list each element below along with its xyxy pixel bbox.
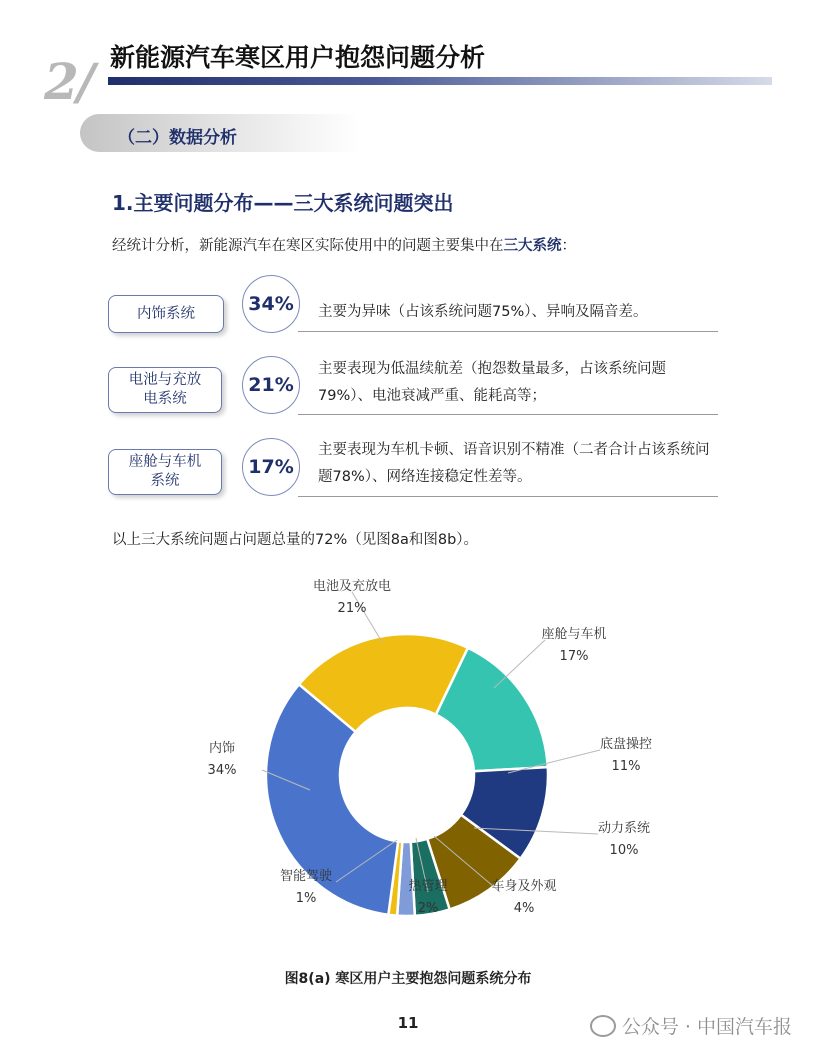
system-desc-interior: 主要为异味（占该系统问题75%）、异响及隔音差。 [318, 304, 648, 320]
row-divider [298, 414, 718, 415]
section-number: 2/ [44, 52, 94, 111]
system-desc-cockpit: 主要表现为车机卡顿、语音识别不精准（二者合计占该系统问题78%）、网络连接稳定性差等。 [318, 442, 710, 485]
intro-paragraph [112, 234, 576, 255]
slice-name-label-1: 座舱与车机 [541, 627, 607, 642]
watermark-text: 公众号 · 中国汽车报 [621, 1016, 792, 1038]
slice-name-label-7: 内饰 [208, 741, 236, 756]
donut-chart [0, 560, 816, 960]
title-underline-bar [108, 77, 772, 85]
leader-line-0 [352, 592, 382, 642]
slice-name-label-5: 热管理 [408, 879, 448, 894]
row-divider [298, 496, 718, 497]
page-title: 新能源汽车寒区用户抱怨问题分析 [110, 43, 486, 72]
slice-name-label-6: 智能驾驶 [279, 869, 333, 884]
slice-name-label-0: 电池及充放电 [312, 579, 392, 594]
intro-highlight: 三大系统 [503, 238, 562, 254]
leader-line-1 [494, 640, 545, 688]
slice-name-label-2: 底盘操控 [599, 737, 653, 752]
system-label-interior: 内饰系统 [108, 295, 224, 333]
system-desc-battery: 主要表现为低温续航差（抱怨数量最多，占该系统问题79%）、电池衰减严重、能耗高等； [318, 361, 666, 404]
slice-value-label-6: 1% [295, 891, 317, 906]
system-percent-battery: 21% [242, 356, 300, 414]
slice-value-label-0: 21% [337, 601, 367, 616]
slice-name-label-4: 车身及外观 [491, 879, 557, 894]
slice-value-label-4: 4% [513, 901, 535, 916]
system-percent-cockpit: 17% [242, 438, 300, 496]
page-number: 11 [397, 1014, 419, 1032]
slice-name-label-3: 动力系统 [597, 821, 651, 836]
subsection-label: （二）数据分析 [118, 128, 237, 148]
slice-value-label-7: 34% [207, 763, 237, 778]
system-label-battery: 电池与充放电系统 [108, 367, 222, 413]
watermark [590, 1012, 792, 1039]
intro-prefix: 经统计分析，新能源汽车在寒区实际使用中的问题主要集中在 [112, 238, 504, 254]
chart-caption: 图8(a) 寒区用户主要抱怨问题系统分布 [284, 971, 532, 987]
slice-value-label-3: 10% [609, 843, 639, 858]
row-divider [298, 331, 718, 332]
section-heading: 1.主要问题分布——三大系统问题突出 [112, 191, 454, 215]
slice-value-label-5: 2% [417, 901, 439, 916]
slice-value-label-1: 17% [559, 649, 589, 664]
slice-value-label-2: 11% [611, 759, 641, 774]
wechat-icon [590, 1015, 616, 1037]
system-label-cockpit: 座舱与车机系统 [108, 449, 222, 495]
summary-paragraph: 以上三大系统问题占问题总量的72%（见图8a和图8b）。 [112, 532, 479, 548]
system-percent-interior: 34% [242, 275, 300, 333]
intro-suffix: ： [561, 238, 576, 254]
